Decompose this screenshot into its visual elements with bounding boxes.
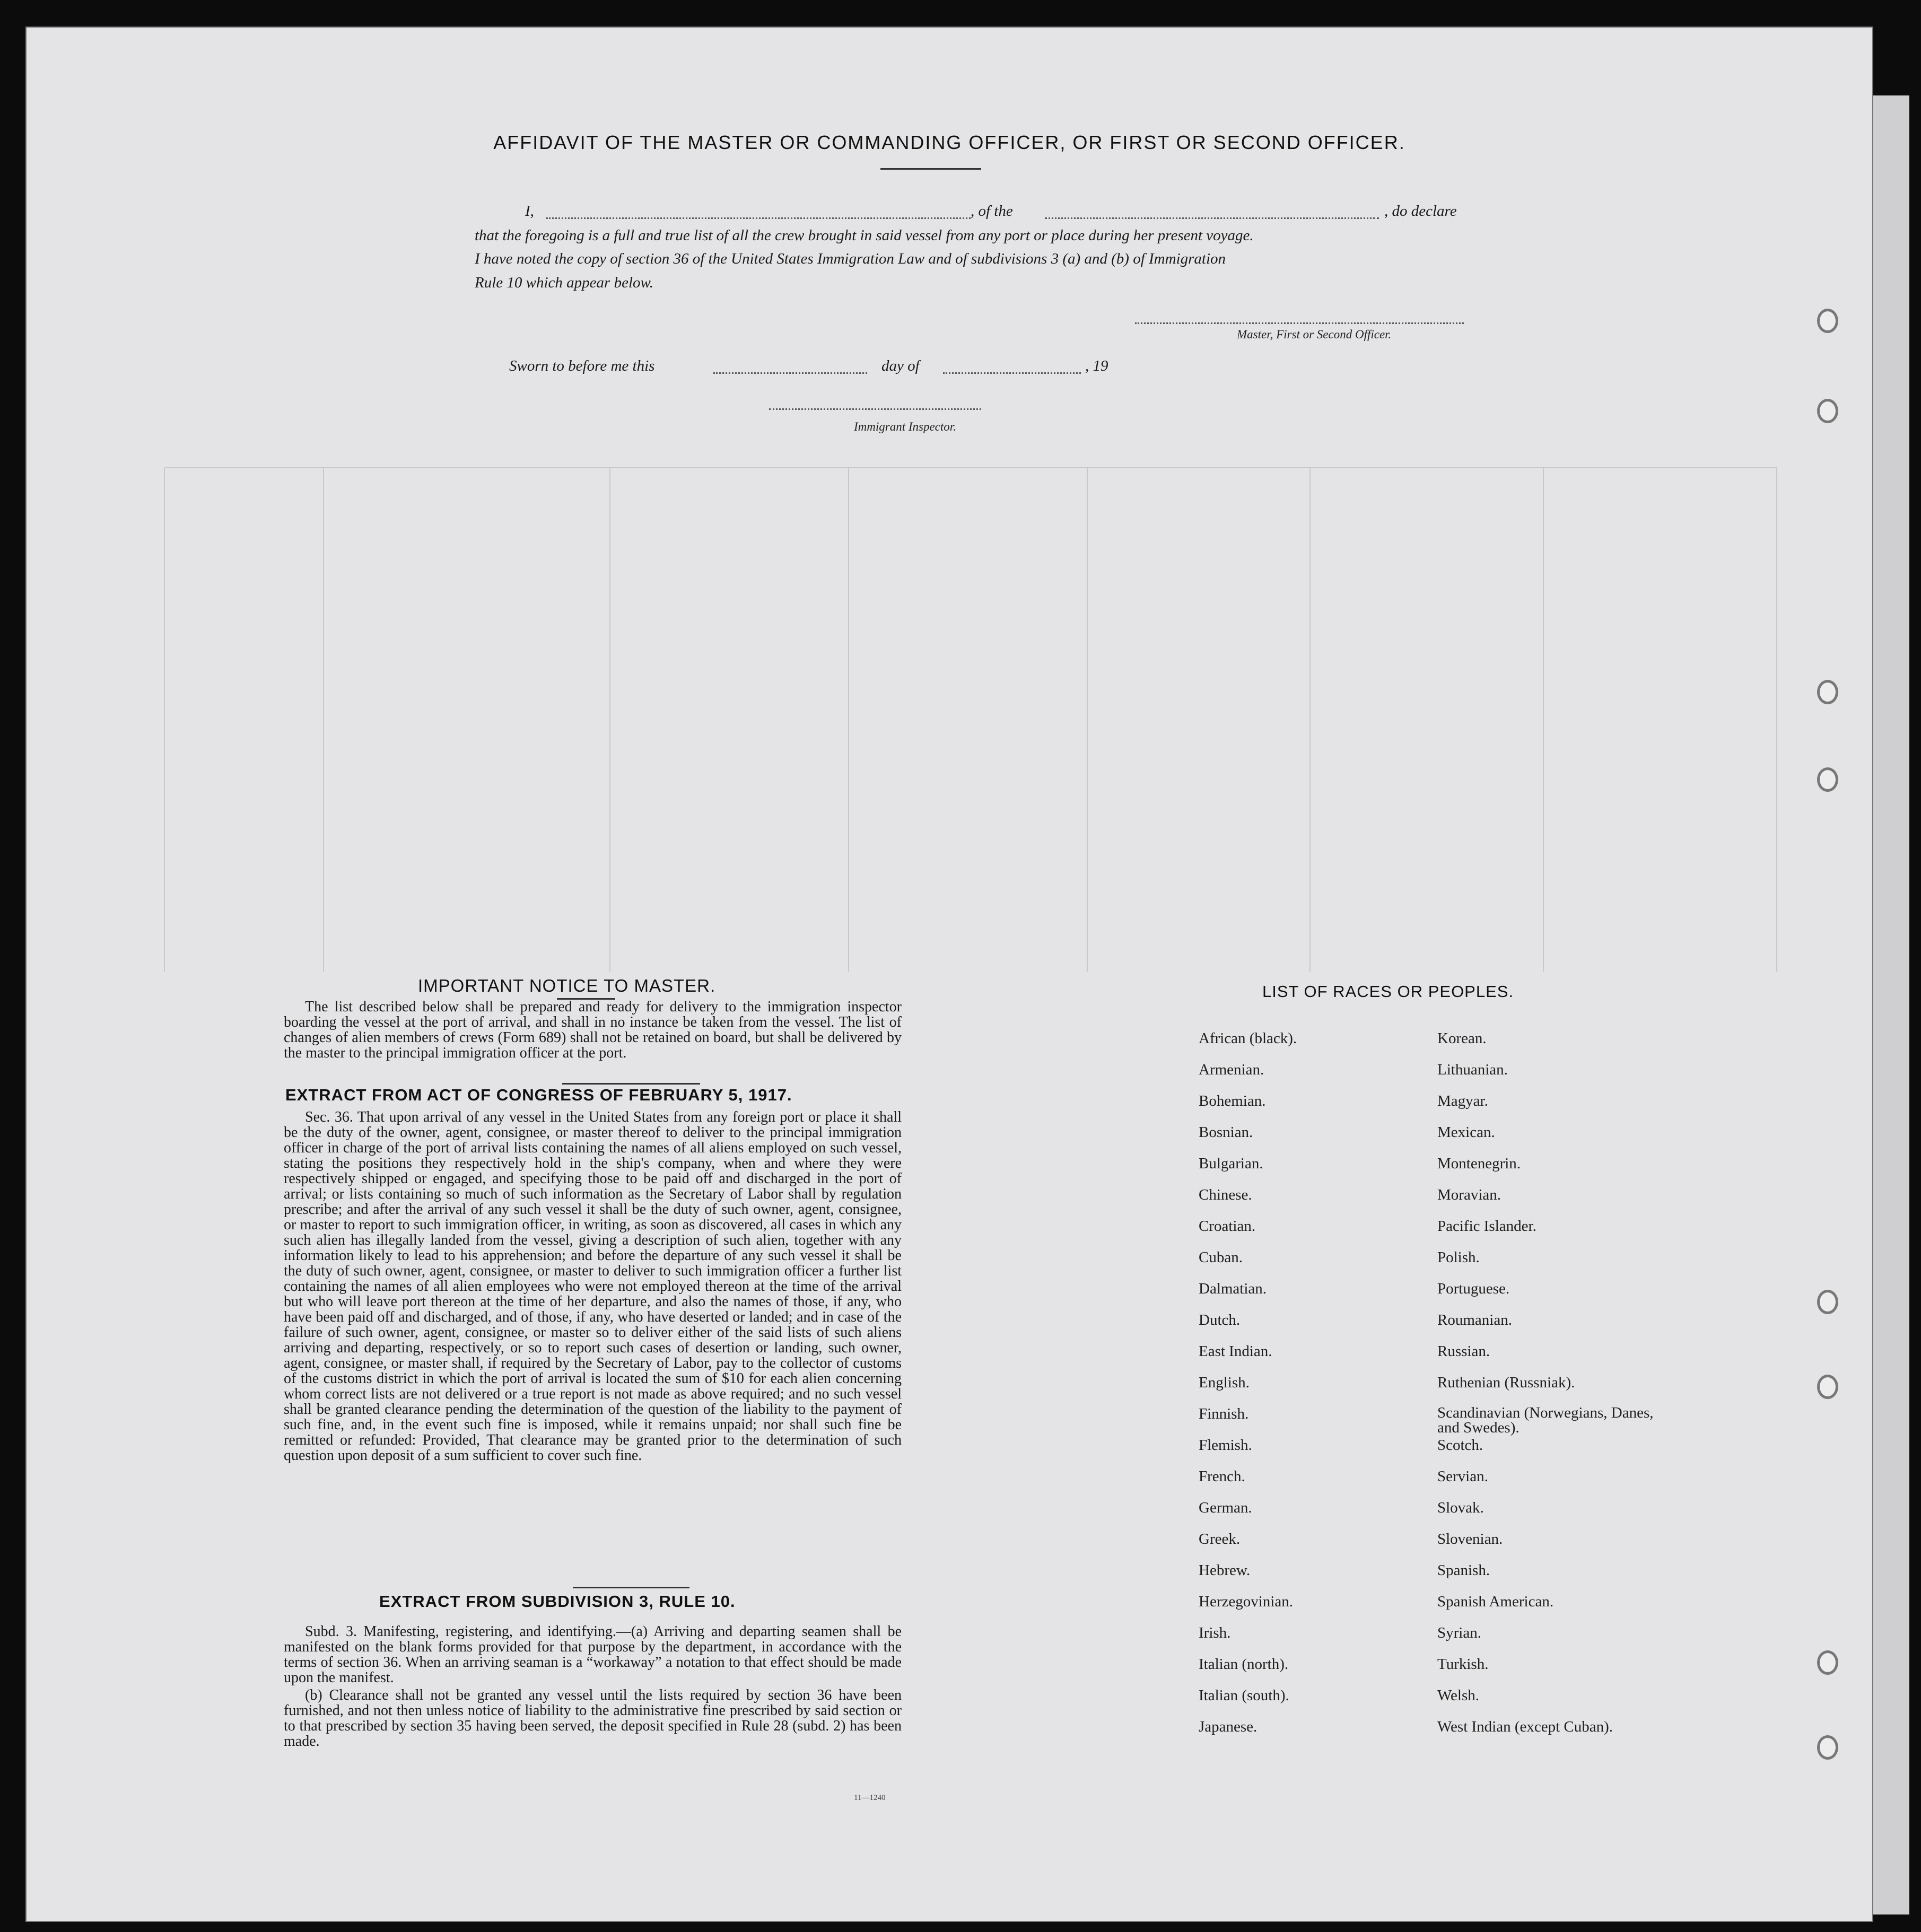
binder-hole (1817, 309, 1838, 333)
race-item: East Indian. (1199, 1343, 1272, 1360)
race-item: Bohemian. (1199, 1092, 1266, 1109)
race-item: Korean. (1437, 1030, 1487, 1047)
notice-text (284, 999, 902, 1061)
race-item: Ruthenian (Russniak). (1437, 1374, 1575, 1391)
race-item: Slovenian. (1437, 1531, 1503, 1548)
race-item: Irish. (1199, 1624, 1231, 1641)
race-item: Italian (north). (1199, 1656, 1289, 1673)
race-item: French. (1199, 1468, 1245, 1485)
page-edge (1871, 95, 1909, 1914)
binder-hole (1817, 1650, 1838, 1675)
rule-paragraph-b: (b) Clearance shall not be granted any vessel until the lists required by section 36 have been furnished, and not then unless notice of liability to the administrative fine prescribed by said section or to that prescribed by section 35 having been served, the deposit specified in Rule 28 (subd. 2) has been made. (284, 1687, 902, 1750)
inspector-signature-line[interactable] (769, 408, 981, 410)
binder-hole (1817, 1290, 1838, 1314)
race-item: Slovak. (1437, 1499, 1484, 1516)
race-item: Japanese. (1199, 1718, 1258, 1735)
race-item: Pacific Islander. (1437, 1218, 1536, 1235)
race-item: West Indian (except Cuban). (1437, 1718, 1613, 1735)
rule-divider (573, 1587, 689, 1588)
sworn-end: , 19 (1085, 357, 1108, 374)
manifest-page (25, 27, 1873, 1922)
races-left-column (1199, 1030, 1400, 1750)
race-item: Lithuanian. (1437, 1061, 1508, 1078)
binder-hole (1817, 1735, 1838, 1760)
binder-hole (1817, 399, 1838, 423)
inspector-caption: Immigrant Inspector. (854, 420, 956, 433)
act-paragraph: Sec. 36. That upon arrival of any vessel in the United States from any foreign port or place it shall be the duty of the owner, agent, consignee, or master thereof to deliver to the principal immigration officer in charge of the port of arrival lists containing the names of all aliens employed on such vessel, stating the positions they respectively hold in the ship's company, when and where they were respectively shipped or engaged, and specifying those to be paid off and discharged in the port of arrival; or lists containing so much of such information as the Secretary of Labor shall by regulation prescribe; and after the arrival of any such vessel it shall be the duty of such owner, agent, consignee, or master to report to such immigration officer, in writing, as soon as discovered, all cases in which any such alien has illegally landed from the vessel, giving a description of such alien, together with any information likely to lead to his apprehension; and before the departure of any such vessel it shall be the duty of such owner, agent, consignee, or master to deliver to such immigration officer a further list containing the names of all alien employees who were not employed thereon at the time of the arrival but who will leave port thereon at the time of her departure, and also the names of those, if any, who have been paid off and discharged, and of those, if any, who have deserted or landed; and in case of the failure of such owner, agent, consignee, or master so to deliver either of the said lists of such aliens arriving and departing, respectively, or so to report such cases of desertion or landing, such owner, agent, consignee, or master shall, if required by the Secretary of Labor, pay to the collector of customs of the customs district in which the port of arrival is located the sum of $10 for each alien concerning whom correct lists are not delivered or a true report is not made as above required; and no such vessel shall be granted clearance pending the determination of the question of the liability to the payment of such fine, and, in the event such fine is imposed, while it remains unpaid; nor shall such fine be remitted or refunded: Provided, That clearance may be granted prior to the determination of such question upon deposit of a sum sufficient to cover such fine. (284, 1109, 902, 1464)
race-item: Bosnian. (1199, 1124, 1253, 1141)
race-item: Spanish. (1437, 1562, 1490, 1579)
race-item: Spanish American. (1437, 1593, 1554, 1610)
sworn-day-blank[interactable] (713, 372, 867, 374)
race-item: English. (1199, 1374, 1250, 1391)
race-item: German. (1199, 1499, 1252, 1516)
rule-text (284, 1624, 902, 1749)
race-item: Armenian. (1199, 1061, 1264, 1078)
race-item: Italian (south). (1199, 1687, 1289, 1704)
race-item: Portuguese. (1437, 1280, 1510, 1297)
vessel-blank[interactable] (1045, 217, 1379, 219)
form-number: 11—1240 (854, 1794, 886, 1802)
title-underline (880, 168, 981, 170)
race-item: Scandinavian (Norwegians, Danes, and Swedes). (1437, 1404, 1654, 1436)
binder-hole (1817, 1375, 1838, 1399)
race-item: Dalmatian. (1199, 1280, 1267, 1297)
race-item: Turkish. (1437, 1656, 1489, 1673)
races-right-column (1437, 1030, 1687, 1750)
binder-hole (1817, 767, 1838, 792)
race-item: Herzegovinian. (1199, 1593, 1293, 1610)
sworn-month-blank[interactable] (943, 372, 1081, 374)
act-text (284, 1109, 902, 1463)
name-blank[interactable] (546, 217, 971, 219)
race-item: Syrian. (1437, 1624, 1481, 1641)
rule-title: EXTRACT FROM SUBDIVISION 3, RULE 10. (379, 1592, 736, 1611)
race-item: Hebrew. (1199, 1562, 1251, 1579)
race-item: Greek. (1199, 1531, 1241, 1548)
affidavit-title: AFFIDAVIT OF THE MASTER OR COMMANDING OFFICER, OR FIRST OR SECOND OFFICER. (493, 132, 1405, 153)
race-item: Polish. (1437, 1249, 1480, 1266)
act-title: EXTRACT FROM ACT OF CONGRESS OF FEBRUARY 5, 1917. (285, 1086, 792, 1104)
race-item: African (black). (1199, 1030, 1297, 1047)
race-item: Magyar. (1437, 1092, 1488, 1109)
race-item: Scotch. (1437, 1437, 1483, 1454)
declaration-line-4: Rule 10 which appear below. (475, 274, 653, 291)
race-item: Dutch. (1199, 1312, 1241, 1328)
race-item: Moravian. (1437, 1186, 1501, 1203)
declaration-line-start: I, (525, 203, 534, 220)
declaration-line-2: that the foregoing is a full and true list of all the crew brought in said vessel from any port or place during her present voyage. (475, 227, 1254, 244)
race-item: Welsh. (1437, 1687, 1480, 1704)
race-item: Cuban. (1199, 1249, 1243, 1266)
declaration-line-mid: , of the (971, 203, 1013, 220)
race-item: Bulgarian. (1199, 1155, 1263, 1172)
binder-hole (1817, 680, 1838, 704)
notice-paragraph: The list described below shall be prepared and ready for delivery to the immigration inspector boarding the vessel at the port of arrival, and shall in no instance be taken from the vessel. The list of changes of alien members of crews (Form 689) shall not be retained on board, but shall be delivered by the master to the principal immigration officer at the port. (284, 999, 902, 1061)
sworn-start: Sworn to before me this (509, 357, 655, 374)
declaration-line-end: , do declare (1384, 203, 1457, 220)
sworn-mid: day of (881, 357, 920, 374)
race-item: Croatian. (1199, 1218, 1256, 1235)
race-item: Russian. (1437, 1343, 1490, 1360)
race-item: Chinese. (1199, 1186, 1252, 1203)
race-item: Montenegrin. (1437, 1155, 1521, 1172)
officer-signature-caption: Master, First or Second Officer. (1237, 328, 1392, 341)
race-item: Roumanian. (1437, 1312, 1512, 1328)
race-item: Servian. (1437, 1468, 1488, 1485)
notice-title: IMPORTANT NOTICE TO MASTER. (418, 976, 716, 995)
notice-rule (562, 1083, 700, 1085)
officer-signature-line[interactable] (1135, 322, 1464, 324)
race-item: Mexican. (1437, 1124, 1495, 1141)
declaration-line-3: I have noted the copy of section 36 of the United States Immigration Law and of subdivisions 3 (a) and (b) of Immigration (475, 250, 1226, 267)
race-item: Flemish. (1199, 1437, 1252, 1454)
race-item: Finnish. (1199, 1405, 1249, 1422)
races-title: LIST OF RACES OR PEOPLES. (1262, 982, 1514, 1001)
rule-paragraph-a: Subd. 3. Manifesting, registering, and identifying.—(a) Arriving and departing seamen shall be manifested on the blank forms provided for that purpose by the department, in accordance with the terms of section 36. When an arriving seaman is a “workaway” a notation to that effect should be made upon the manifest. (284, 1623, 902, 1686)
